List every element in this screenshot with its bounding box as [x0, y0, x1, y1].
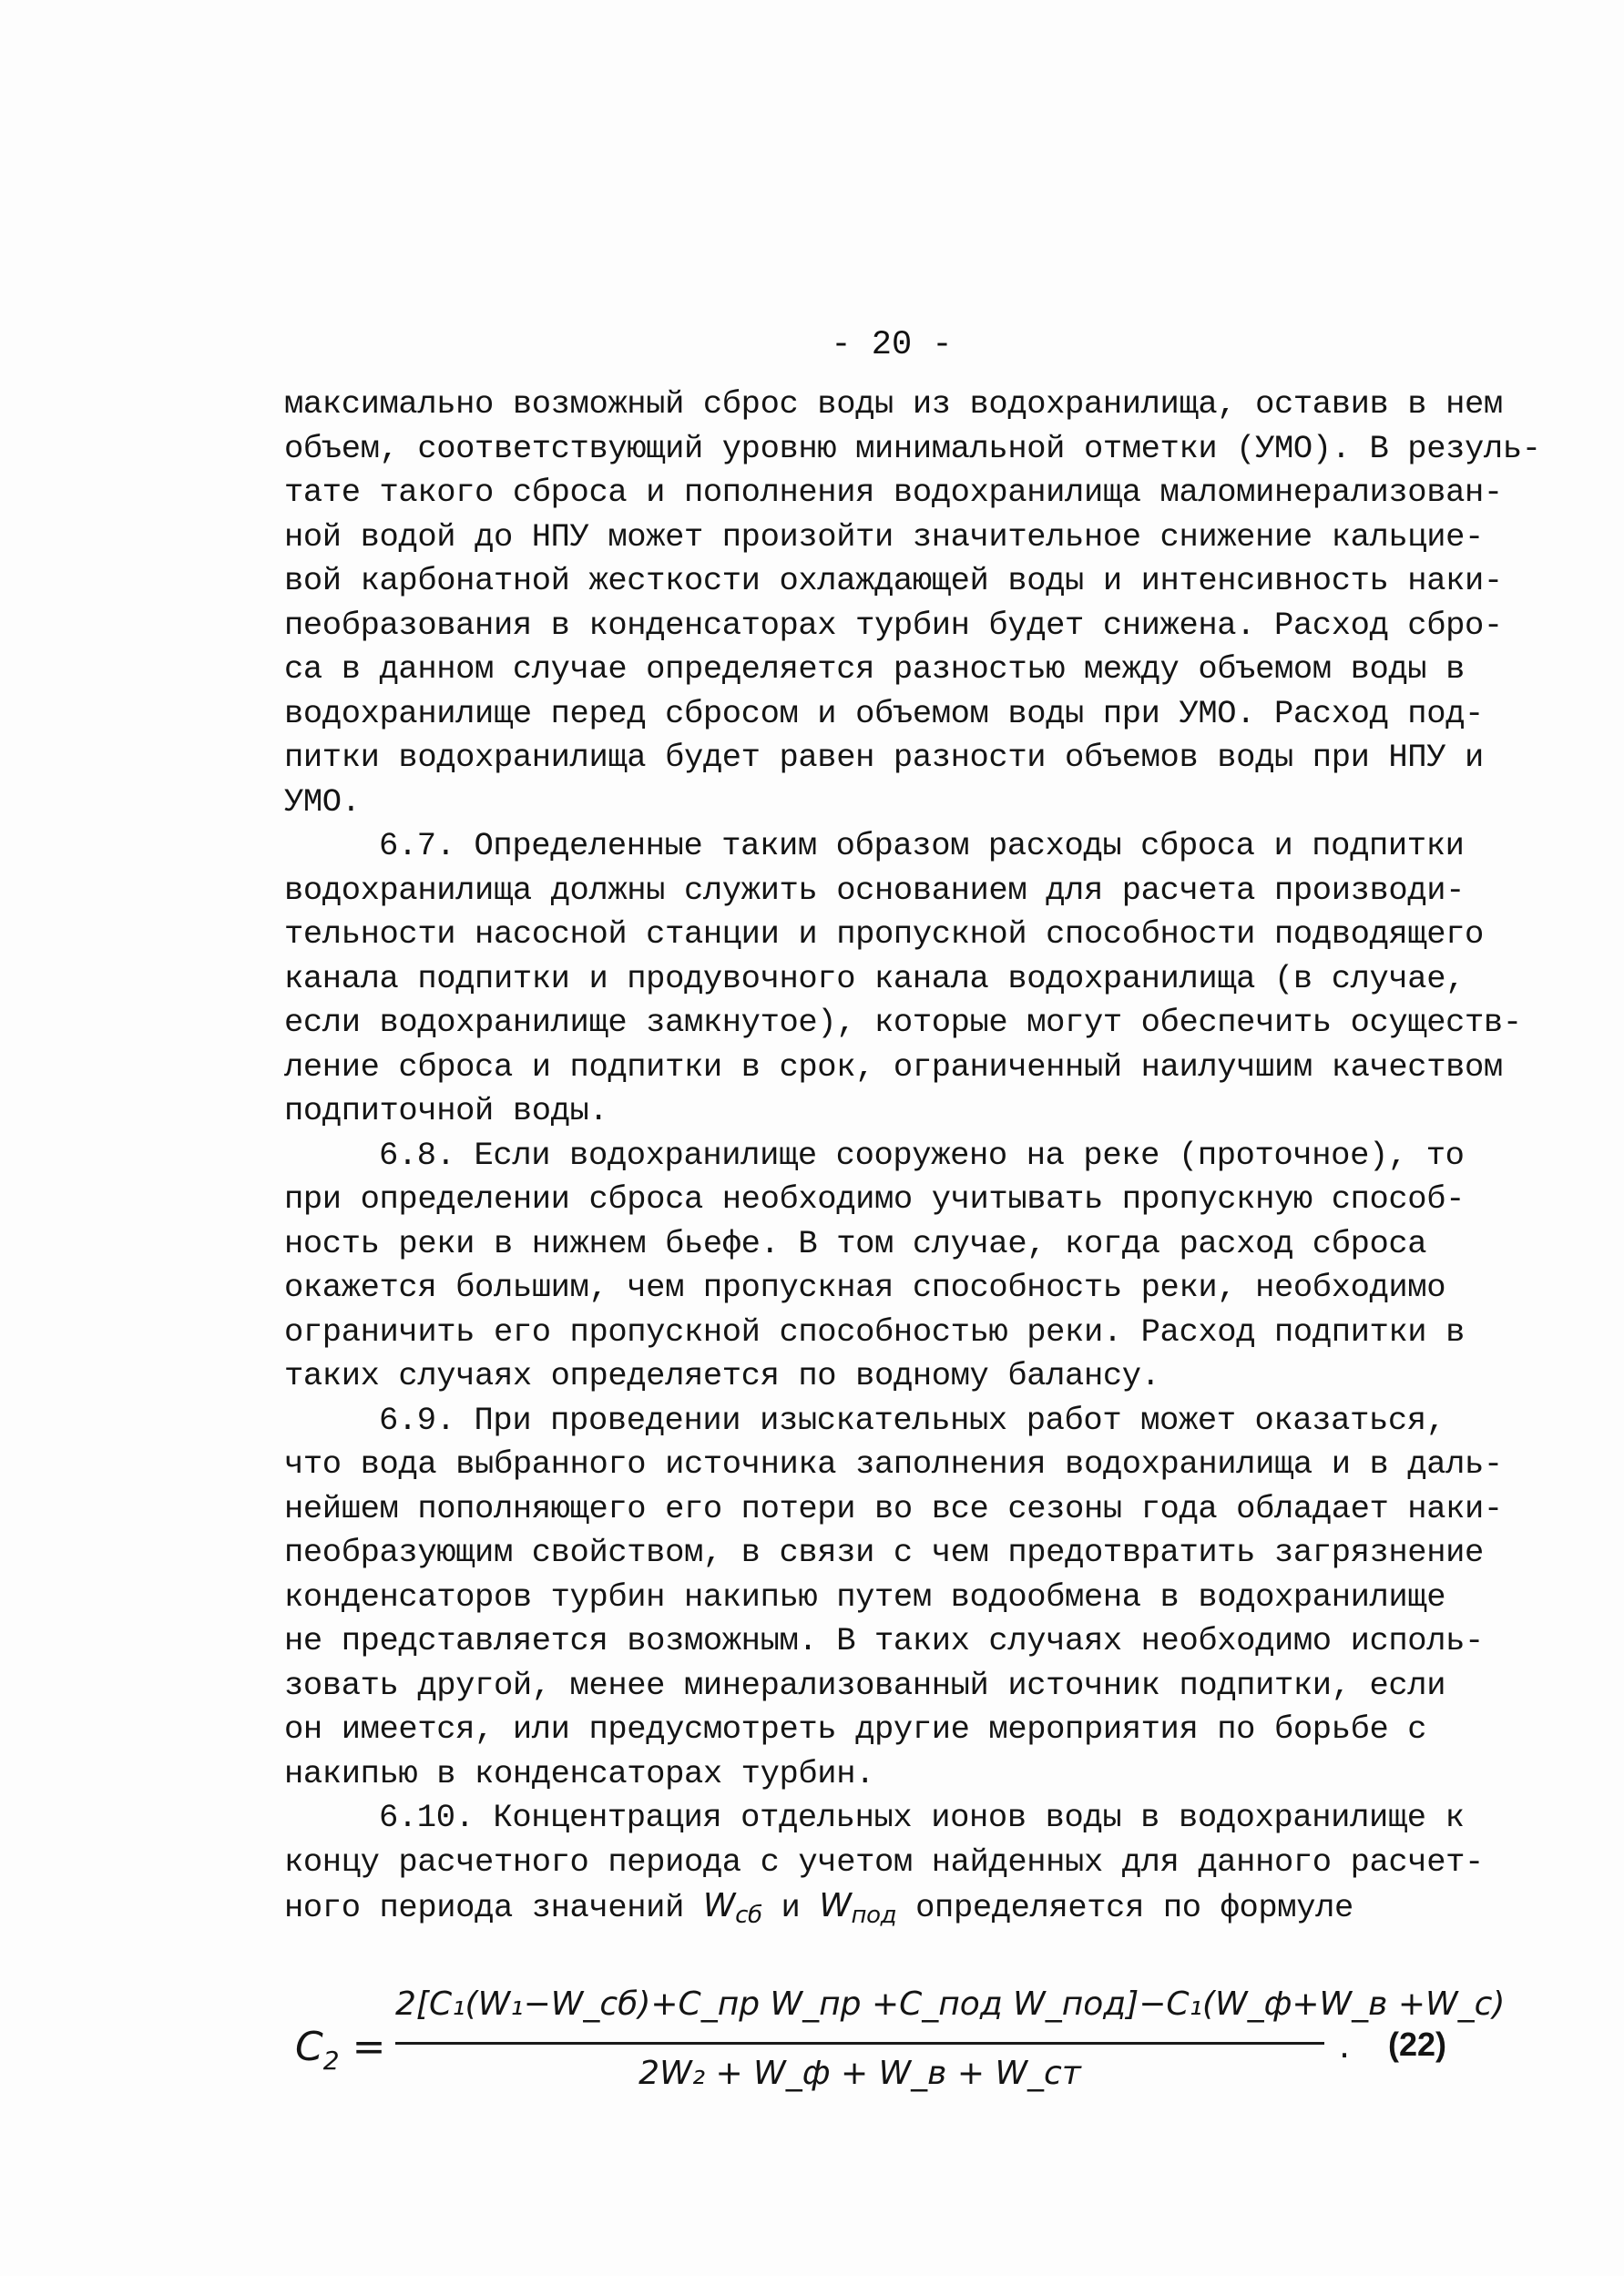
fraction-bar — [395, 2042, 1324, 2045]
variable-subscript: сб — [735, 1902, 762, 1929]
paragraph-continuation — [284, 383, 1541, 824]
formula-denominator: 2W₂ + W_ф + W_в + W_ст — [638, 2055, 1081, 2092]
text-line: пеобразования в конденсаторах турбин будет снижена. Расход сбро- — [284, 606, 1503, 644]
text-line: канала подпитки и продувочного канала водохранилища (в случае, — [284, 959, 1466, 997]
text-line: зовать другой, менее минерализованный источник подпитки, если — [284, 1666, 1446, 1704]
text-line: концу расчетного периода с учетом найденных для данного расчет- — [284, 1842, 1484, 1881]
text-line: максимально возможный сброс воды из водохранилища, оставив в нем — [284, 385, 1503, 423]
text-line: что вода выбранного источника заполнения водохранилища и в даль- — [284, 1445, 1503, 1483]
text-line: ограничить его пропускной способностью реки. Расход подпитки в — [284, 1312, 1466, 1351]
text-line: водохранилище перед сбросом и объемом воды при УМО. Расход под- — [284, 694, 1484, 732]
text-line: тельности насосной станции и пропускной способности подводящего — [284, 915, 1484, 953]
formula-numerator: 2[C₁(W₁−W_сб)+C_пр W_пр +C_под W_под]−C₁(W_ф+W_в +W_с) — [395, 1985, 1506, 2023]
text-line: пеобразующим свойством, в связи с чем предотвратить загрязнение — [284, 1534, 1484, 1571]
text-fragment: и — [781, 1889, 801, 1926]
variable-w-sb — [702, 1887, 762, 1929]
text-line: 6.7. Определенные таким образом расходы сброса и подпитки — [379, 827, 1465, 864]
paragraph-6-7 — [284, 824, 1522, 1134]
formula-lhs-sub: 2 — [322, 2046, 340, 2076]
text-line: объем, соответствующий уровню минимальной отметки (УМО). В резуль- — [284, 429, 1541, 467]
text-line: накипью в конденсаторах турбин. — [284, 1754, 875, 1792]
variable-subscript: под — [851, 1902, 897, 1929]
formula-22 — [284, 1985, 1506, 2113]
text-line: конденсаторов турбин накипью путем водообмена в водохранилище — [284, 1577, 1446, 1616]
text-line: питки водохранилища будет равен разности объемов воды при НПУ и — [284, 739, 1484, 776]
text-fragment: ного периода значений — [284, 1889, 684, 1926]
text-line: таких случаях определяется по водному балансу. — [284, 1357, 1160, 1394]
formula-lhs-var: C — [295, 2024, 323, 2070]
text-line: водохранилища должны служить основанием для расчета производи- — [284, 871, 1466, 909]
text-fragment: определяется по формуле — [915, 1889, 1353, 1926]
formula-lhs — [295, 2024, 385, 2076]
text-line: тате такого сброса и пополнения водохранилища маломинерализован- — [284, 474, 1503, 511]
text-line: 6.10. Концентрация отдельных ионов воды в водохранилище к — [379, 1799, 1465, 1836]
formula-equals: = — [352, 2024, 386, 2070]
text-line-with-variables — [284, 1884, 1486, 1938]
text-line: ность реки в нижнем бьефе. В том случае, когда расход сброса — [284, 1224, 1427, 1262]
equation-number: (22) — [1388, 2026, 1447, 2063]
text-line: не представляется возможным. В таких случаях необходимо исполь- — [284, 1622, 1484, 1659]
text-line: УМО. — [284, 782, 361, 821]
variable-letter: W — [702, 1887, 736, 1924]
text-line: подпиточной воды. — [284, 1092, 608, 1129]
formula-trailing-dot: . — [1339, 2026, 1351, 2066]
text-line: если водохранилище замкнутое), которые могут обеспечить осуществ- — [284, 1004, 1522, 1041]
text-line: 6.9. При проведении изыскательных работ может оказаться, — [379, 1401, 1445, 1439]
text-line: вой карбонатной жесткости охлаждающей воды и интенсивность наки- — [284, 562, 1503, 599]
text-line: ление сброса и подпитки в срок, ограниченный наилучшим качеством — [284, 1047, 1503, 1086]
paragraph-6-9 — [284, 1399, 1503, 1797]
variable-w-pod — [819, 1887, 897, 1929]
text-line: нейшем пополняющего его потери во все сезоны года обладает наки- — [284, 1489, 1503, 1527]
text-line: са в данном случае определяется разностью между объемом воды в — [284, 650, 1466, 688]
text-line: при определении сброса необходимо учитывать пропускную способ- — [284, 1180, 1466, 1218]
variable-letter: W — [819, 1887, 852, 1924]
body-text — [284, 383, 1541, 1938]
text-line: 6.8. Если водохранилище сооружено на реке (проточное), то — [379, 1136, 1465, 1174]
paragraph-6-10 — [284, 1796, 1486, 1938]
page-number: - 20 - — [831, 326, 953, 364]
paragraph-6-8 — [284, 1134, 1486, 1399]
text-line: окажется большим, чем пропускная способность реки, необходимо — [284, 1269, 1446, 1306]
text-line: он имеется, или предусмотреть другие мероприятия по борьбе с — [284, 1710, 1427, 1748]
text-line: ной водой до НПУ может произойти значительное снижение кальцие- — [284, 517, 1484, 556]
